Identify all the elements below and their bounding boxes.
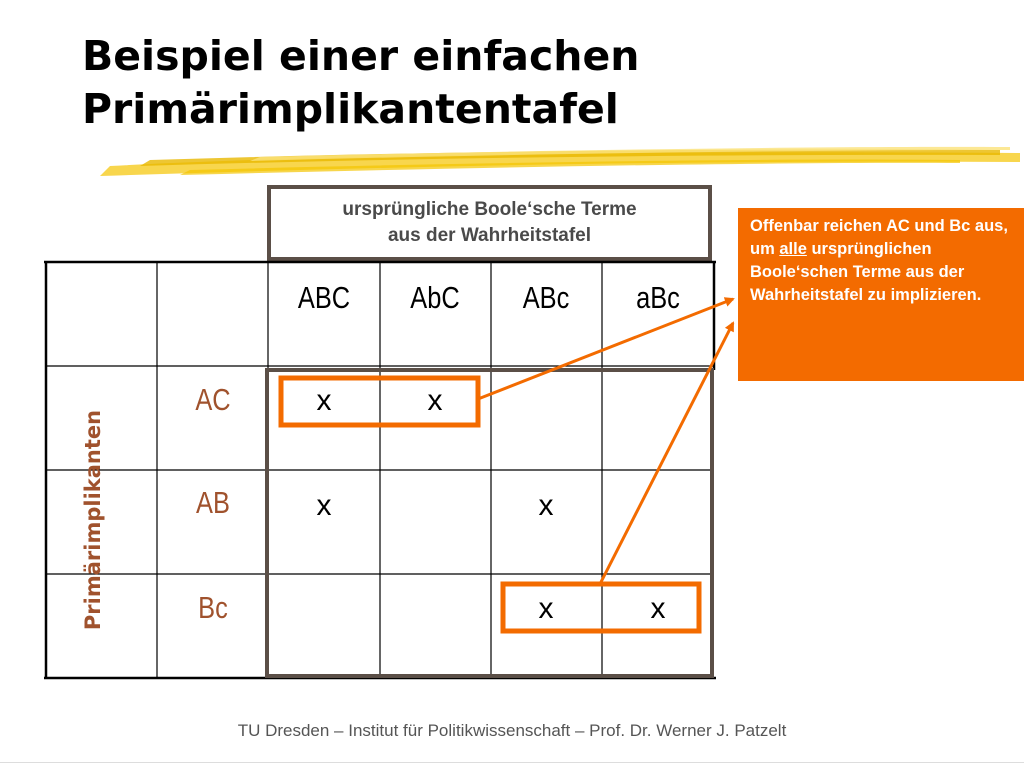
slide-footer: TU Dresden – Institut für Politikwissenschaft – Prof. Dr. Werner J. Patzelt <box>237 721 787 740</box>
title-line-1: Beispiel einer einfachen <box>82 32 640 80</box>
table-cell: x <box>427 384 443 417</box>
column-header: ABc <box>522 280 570 316</box>
table-cell: x <box>650 592 666 625</box>
row-group-label: Primärimplikanten <box>81 409 105 631</box>
table-cell: x <box>538 592 554 625</box>
header-box-line-2: aus der Wahrheitstafel <box>387 225 592 246</box>
highlight-box-bc <box>503 584 699 631</box>
row-label: Bc <box>198 590 228 626</box>
column-header: aBc <box>636 280 680 316</box>
callout-text-after: ursprünglichen Boole‘schen Terme aus der Wahrheitstafel zu implizieren. <box>750 240 982 304</box>
table-cell: x <box>316 489 332 522</box>
header-box-line-1: ursprüngliche Boole‘sche Terme <box>342 199 637 220</box>
callout-underlined-word: alle <box>779 240 807 258</box>
title-line-2: Primärimplikantentafel <box>82 85 619 133</box>
column-header: AbC <box>410 280 460 316</box>
bottom-divider <box>0 762 1024 763</box>
table-cell: x <box>316 384 332 417</box>
arrow-ac-to-callout <box>478 299 733 399</box>
column-header: ABC <box>297 280 351 316</box>
row-label: AB <box>196 485 230 521</box>
explanation-callout <box>738 208 1024 381</box>
row-label: AC <box>195 382 231 418</box>
callout-text-before: Offenbar reichen AC und Bc aus, um <box>750 217 1008 258</box>
table-cell: x <box>538 489 554 522</box>
